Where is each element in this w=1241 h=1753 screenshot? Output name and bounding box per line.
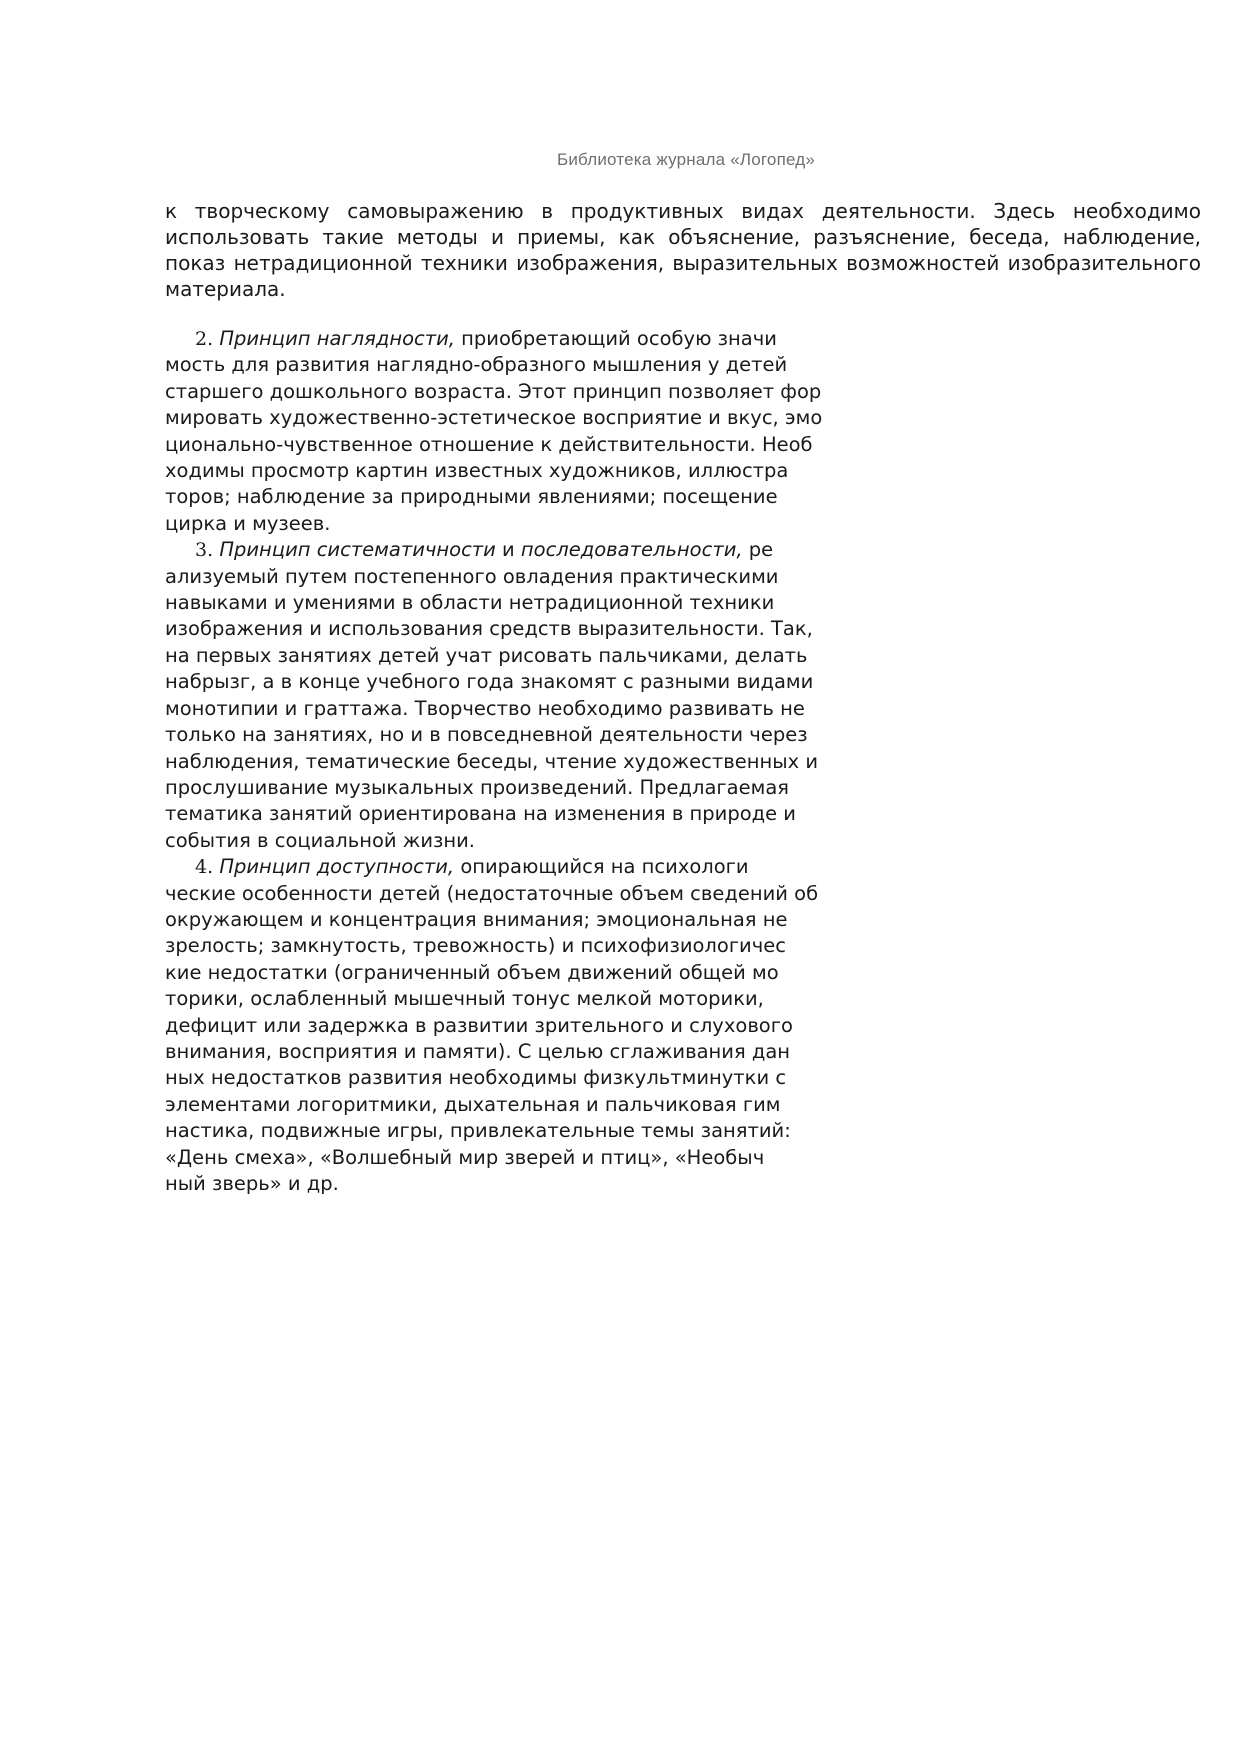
text-line: наблюдения, тематические беседы, чтение художественных и (165, 749, 819, 773)
text-line: внимания, восприятия и памяти). С целью сглаживания дан (165, 1039, 791, 1063)
text-line: материала. (165, 277, 286, 301)
text-line: к творческому самовыражению в продуктивных видах деятельности. Здесь необходимо (165, 199, 1201, 223)
text-line: события в социальной жизни. (165, 828, 476, 852)
text-line: настика, подвижные игры, привлекательные темы занятий: (165, 1119, 791, 1143)
text-line: навыками и умениями в области нетрадиционной техники (165, 591, 775, 615)
text-line: только на занятиях, но и в повседневной деятельности через (165, 723, 808, 747)
principle-3-paragraph (165, 537, 850, 854)
text-line: торов; наблюдение за природными явлениями; посещение (165, 485, 778, 509)
principle-title: Принцип наглядности, (219, 327, 455, 350)
list-number: 4. (195, 856, 214, 879)
text-line: мировать художественно-эстетическое восприятие и вкус, эмо (165, 406, 823, 430)
principle-2-paragraph (165, 326, 850, 537)
text-line: использовать такие методы и приемы, как объяснение, разъяснение, беседа, наблюдение, (165, 225, 1201, 249)
running-header: Библиотека журнала «Логопед» (557, 150, 816, 169)
text-line: изображения и использования средств выразительности. Так, (165, 617, 813, 641)
principle-title: последовательности, (520, 538, 743, 562)
text-line (165, 326, 850, 352)
text-line: показ нетрадиционной техники изображения, выразительных возможностей изобразительного (165, 251, 1201, 275)
text-fragment: ре (742, 538, 774, 562)
text-line: прослушивание музыкальных произведений. Предлагаемая (165, 775, 790, 799)
list-number: 3. (195, 539, 214, 562)
text-line: торики, ослабленный мышечный тонус мелкой моторики, (165, 987, 764, 1011)
text-line: дефицит или задержка в развитии зрительного и слухового (165, 1013, 793, 1037)
text-line: старшего дошкольного возраста. Этот принцип позволяет фор (165, 379, 822, 403)
text-line: ческие особенности детей (недостаточные объем сведений об (165, 881, 819, 905)
text-line: «День смеха», «Волшебный мир зверей и птиц», «Необыч (165, 1145, 765, 1169)
list-number: 2. (195, 328, 214, 350)
intro-paragraph (165, 198, 1201, 302)
text-line: монотипии и граттажа. Творчество необходимо развивать не (165, 696, 805, 720)
text-line: зрелость; замкнутость, тревожность) и психофизиологичес (165, 934, 786, 958)
text-line: ходимы просмотр картин известных художников, иллюстра (165, 459, 789, 483)
text-line: кие недостатки (ограниченный объем движений общей мо (165, 960, 779, 984)
text-fragment: опирающийся на психологи (454, 855, 749, 879)
text-line: набрызг, а в конце учебного года знакомят с разными видами (165, 670, 814, 694)
text-line: цирка и музеев. (165, 511, 331, 535)
text-fragment: приобретающий особую значи (454, 327, 777, 350)
text-line (165, 537, 850, 563)
text-line: на первых занятиях детей учат рисовать пальчиками, делать (165, 643, 808, 667)
text-line: элементами логоритмики, дыхательная и пальчиковая гим (165, 1092, 781, 1116)
principle-title: Принцип систематичности (219, 538, 496, 562)
text-line: ализуемый путем постепенного овладения практическими (165, 564, 779, 588)
principle-4-paragraph (165, 854, 850, 1197)
text-line: окружающем и концентрация внимания; эмоциональная не (165, 907, 788, 931)
text-line: ных недостатков развития необходимы физкультминутки с (165, 1066, 787, 1090)
text-line: ный зверь» и др. (165, 1172, 339, 1195)
text-fragment: и (495, 538, 521, 562)
principle-title: Принцип доступности, (219, 855, 455, 879)
text-line: мость для развития наглядно-образного мышления у детей (165, 353, 788, 377)
text-line: ционально-чувственное отношение к действительности. Необ (165, 432, 813, 456)
text-line: тематика занятий ориентирована на изменения в природе и (165, 802, 796, 826)
text-line (165, 854, 850, 880)
principles-column (165, 326, 850, 1197)
